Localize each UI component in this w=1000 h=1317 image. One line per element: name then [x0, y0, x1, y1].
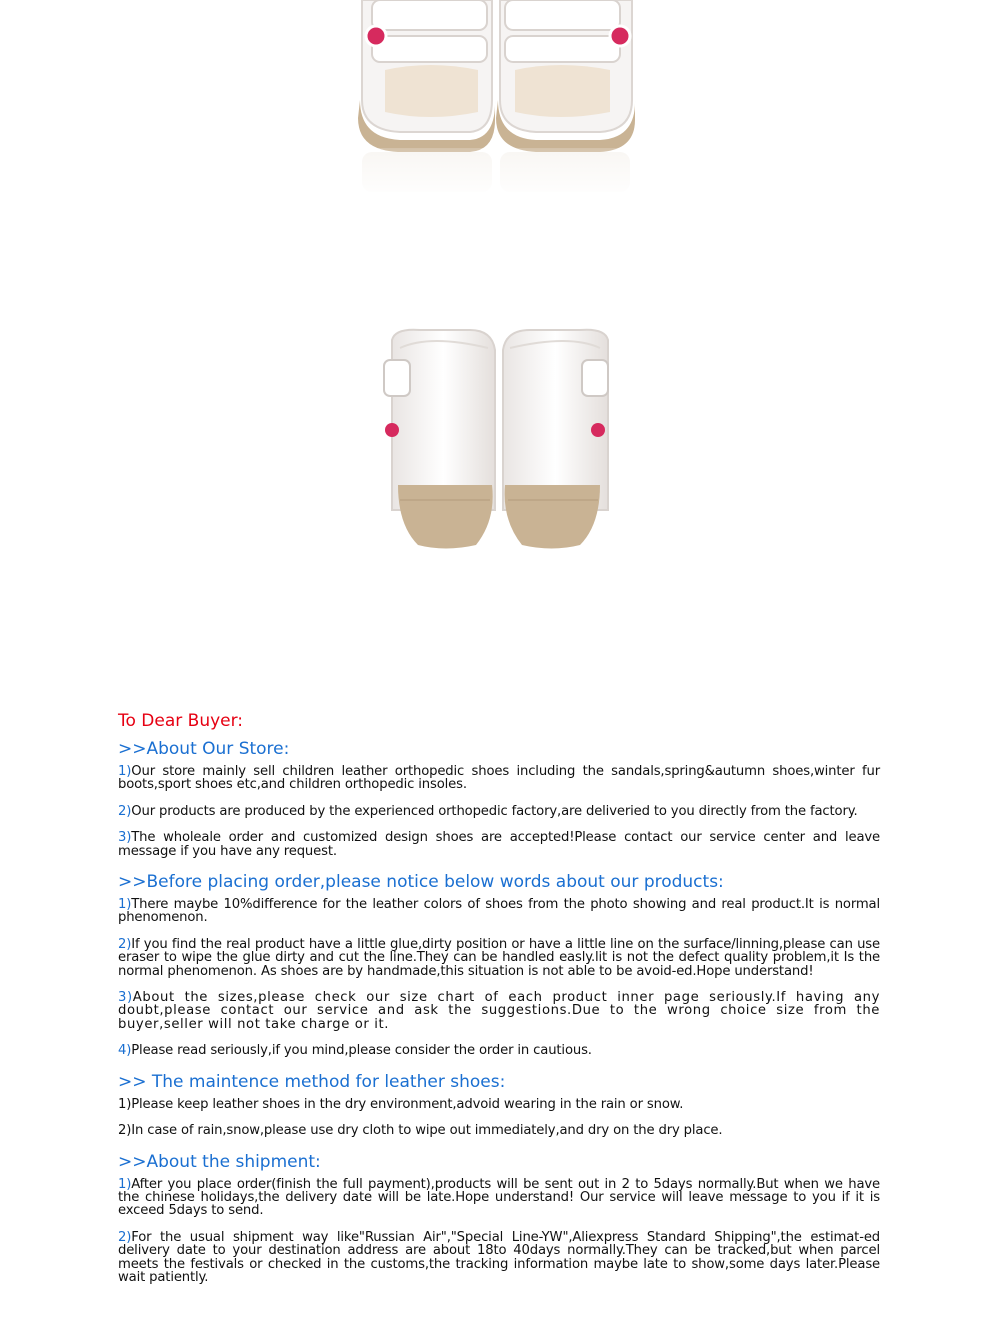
section-heading-before-order: >>Before placing order,please notice below words about our products: — [118, 872, 724, 893]
maintenance-note-1 — [118, 1098, 880, 1111]
buyer-notes — [118, 710, 880, 1297]
store-note-2 — [118, 805, 880, 818]
item-text: If you find the real product have a little glue,dirty position or have a little line on the surface/linning,please can use eraser to wipe the glue dirty and cut the line.They can be handled easly.lit is not the defect quality problem,it Is the normal phenomenon. As shoes are by handmade,this situation is not able to be avoid-ed.Hope understand! — [118, 936, 880, 979]
item-text: Our products are produced by the experienced orthopedic factory,are deliveried to you directly from the factory. — [131, 803, 858, 819]
left-front-shoe — [355, 0, 500, 200]
item-text: 2)In case of rain,snow,please use dry cloth to wipe out immediately,and dry on the dry place. — [118, 1123, 723, 1139]
greeting-title: To Dear Buyer: — [118, 711, 244, 731]
item-text: The wholeale order and customized design shoes are accepted!Please contact our service center and leave message if you have any request. — [118, 830, 880, 859]
right-back-shoe — [498, 330, 608, 610]
section-heading-maintenance: >> The maintence method for leather shoes: — [118, 1071, 506, 1092]
section-heading-shipment: >>About the shipment: — [118, 1151, 321, 1172]
product-note-2 — [118, 938, 880, 978]
product-note-1 — [118, 898, 880, 925]
item-number: 2) — [118, 1229, 132, 1245]
item-text: For the usual shipment way like"Russian Air","Special Line-YW",Aliexpress Standard Shipping",the estimat-ed delivery date to your destination address are about 18to 40days normally.They can be tracked,but when parcel meets the festivals or checked in the customs,the tracking information maybe late to show,some days later.Please wait patiently. — [118, 1229, 880, 1285]
right-front-shoe — [492, 0, 637, 200]
left-back-shoe — [384, 330, 502, 610]
flower-icon — [385, 423, 399, 437]
flower-icon — [366, 26, 386, 46]
item-number: 1) — [118, 764, 132, 779]
sandals-back-photo — [0, 320, 1000, 620]
section-heading-about-store: >>About Our Store: — [118, 739, 290, 759]
item-number: 2) — [118, 936, 132, 952]
item-number: 2) — [118, 803, 132, 819]
shipment-note-2 — [118, 1231, 880, 1285]
sandals-back-illustration — [0, 320, 1000, 620]
item-number: 1) — [118, 1176, 132, 1192]
item-text: There maybe 10%difference for the leather colors of shoes from the photo showing and real product.It is normal phenomenon. — [118, 897, 880, 926]
flower-icon — [610, 26, 630, 46]
item-text: After you place order(finish the full payment),products will be sent out in 2 to 5days normally.But when we have the chinese holidays,the delivery date will be late.Hope understand! Our service will leave message to you if it is exceed 5days to send. — [118, 1176, 880, 1219]
maintenance-note-2 — [118, 1124, 880, 1137]
item-number: 4) — [118, 1043, 132, 1059]
item-text: Our store mainly sell children leather orthopedic shoes including the sandals,spring&autumn shoes,winter fur boots,sport shoes etc,and children orthopedic insoles. — [118, 764, 880, 793]
store-note-1 — [118, 765, 880, 792]
item-number: 1) — [118, 897, 132, 913]
strap-icon — [582, 360, 608, 396]
product-note-4 — [118, 1044, 880, 1057]
item-text: 1)Please keep leather shoes in the dry environment,advoid wearing in the rain or snow. — [118, 1096, 684, 1112]
sandals-front-illustration — [0, 0, 1000, 200]
sandals-front-photo — [0, 0, 1000, 200]
item-number: 3) — [118, 830, 132, 846]
product-note-3 — [118, 991, 880, 1031]
flower-icon — [591, 423, 605, 437]
store-note-3 — [118, 831, 880, 858]
item-text: About the sizes,please check our size chart of each product inner page seriously.If having any doubt,please contact our service and ask the suggestions.Due to the wrong choice size from the buyer,seller will not take charge or it. — [118, 990, 880, 1032]
strap-icon — [384, 360, 410, 396]
shipment-note-1 — [118, 1178, 880, 1218]
item-number: 3) — [118, 990, 133, 1006]
item-text: Please read seriously,if you mind,please consider the order in cautious. — [131, 1043, 592, 1059]
